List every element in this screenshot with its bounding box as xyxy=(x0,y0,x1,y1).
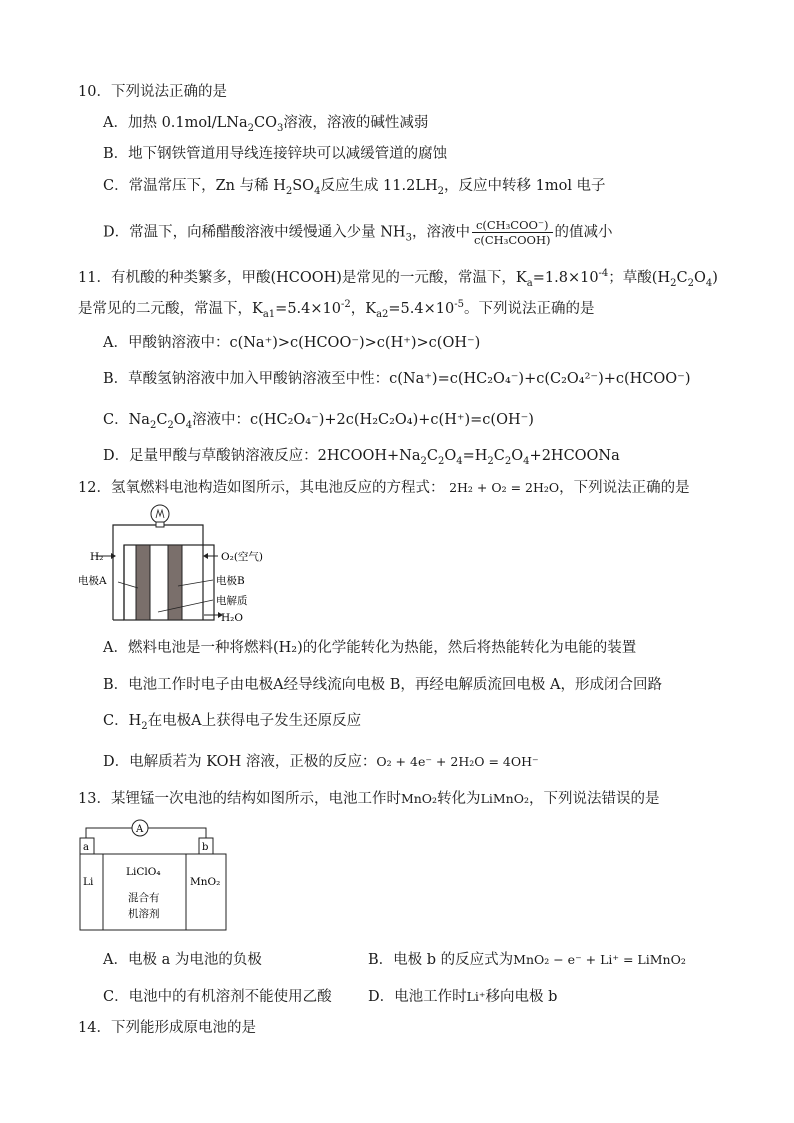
q10-option-b: B．地下钢铁管道用导线连接锌块可以减缓管道的腐蚀 xyxy=(103,146,448,162)
h2-label: H₂ xyxy=(90,551,104,563)
mno2-electrode-label: MnO₂ xyxy=(190,876,221,888)
li-electrode-label: Li xyxy=(83,876,94,888)
q12-option-b: B．电池工作时电子由电极A经导线流向电极 B，再经电解质流回电极 A，形成闭合回路 xyxy=(103,677,662,693)
terminal-b-label: b xyxy=(202,842,209,853)
q11-stem-line1: 11．有机酸的种类繁多，甲酸(HCOOH)是常见的一元酸，常温下，$K_a=1.8\times 10^{-4}$；草酸$(H_2C_2O_4)$ xyxy=(78,268,718,289)
q12-option-a: A．燃料电池是一种将燃料(H₂)的化学能转化为热能，然后将热能转化为电能的装置 xyxy=(103,640,637,656)
electrode-a-label: 电极A xyxy=(78,575,107,587)
solvent-label-2: 机溶剂 xyxy=(128,908,160,920)
q11-option-a: A．甲酸钠溶液中：c(Na⁺)>c(HCOO⁻)>c(H⁺)>c(OH⁻) xyxy=(103,335,481,351)
q13-option-c: C．电池中的有机溶剂不能使用乙酸 xyxy=(103,989,332,1005)
q12-option-c: C．$H_2$在电极A上获得电子发生还原反应 xyxy=(103,713,362,732)
electrolyte-label: 电解质 xyxy=(216,595,248,607)
q13-option-b: B．电极 b 的反应式为MnO₂ − e⁻ + Li⁺ = LiMnO₂ xyxy=(368,952,686,968)
electrode-a xyxy=(136,545,150,620)
q10-option-c: C．常温常压下，Zn 与稀 $H_2SO_4$反应生成 $11.2LH_2$，反应中转移 1mol 电子 xyxy=(103,178,606,197)
light-bulb-icon xyxy=(151,505,169,527)
electrode-b-label: 电极B xyxy=(216,575,245,587)
h2o-label: H₂O xyxy=(221,612,243,624)
q10-option-a: A．加热 $0.1mol/LNa_2CO_3$溶液，溶液的碱性减弱 xyxy=(103,115,429,134)
li-mn-battery-diagram xyxy=(78,818,230,934)
q13-option-a: A．电极 a 为电池的负极 xyxy=(103,952,262,968)
solvent-label-1: 混合有 xyxy=(128,892,160,904)
q11-option-c: C．$Na_2C_2O_4$溶液中：c(HC₂O₄⁻)+2c(H₂C₂O₄)+c(H⁺)=c(OH⁻) xyxy=(103,412,534,431)
q14-stem: 14．下列能形成原电池的是 xyxy=(78,1020,256,1036)
q10-option-d: D．常温下，向稀醋酸溶液中缓慢通入少量 $NH_3$，溶液中 $\frac{\text{c(CH₃COO⁻)}}{\text{c(CH₃COOH)}}$ 的值减小 xyxy=(103,218,613,247)
o2-label: O₂(空气) xyxy=(221,551,264,563)
q12-option-d: D．电解质若为 KOH 溶液，正极的反应：O₂ + 4e⁻ + 2H₂O = 4OH⁻ xyxy=(103,754,539,770)
q11-option-b: B．草酸氢钠溶液中加入甲酸钠溶液至中性：c(Na⁺)=c(HC₂O₄⁻)+c(C₂O₄²⁻)+c(HCOO⁻) xyxy=(103,371,691,387)
fuel-cell-diagram xyxy=(78,500,278,630)
q11-stem-line2: 是常见的二元酸，常温下，$K_{a1}=5.4\times 10^{-2}$，$K_{a2}=5.4\times 10^{-5}$。下列说法正确的是 xyxy=(78,299,595,320)
electrolyte-salt-label: LiClO₄ xyxy=(126,866,161,878)
q10-stem: 10．下列说法正确的是 xyxy=(78,84,227,100)
q11-option-d: D．足量甲酸与草酸钠溶液反应：$2HCOOH+Na_2C_2O_4=H_2C_2O_4+2HCOONa$ xyxy=(103,448,620,467)
q13-stem: 13．某锂锰一次电池的结构如图所示，电池工作时MnO₂转化为LiMnO₂，下列说法错误的是 xyxy=(78,791,660,807)
ratio-fraction: $\frac{\text{c(CH₃COO⁻)}}{\text{c(CH₃COOH)}}$ xyxy=(473,218,551,247)
terminal-a-label: a xyxy=(83,842,89,853)
electrode-b xyxy=(168,545,182,620)
q13-option-d: D．电池工作时Li⁺移向电极 b xyxy=(368,989,558,1005)
q12-stem: 12．氢氧燃料电池构造如图所示，其电池反应的方程式： 2H₂ + O₂ = 2H₂O，下列说法正确的是 xyxy=(78,480,690,496)
ammeter-label: A xyxy=(136,824,144,835)
